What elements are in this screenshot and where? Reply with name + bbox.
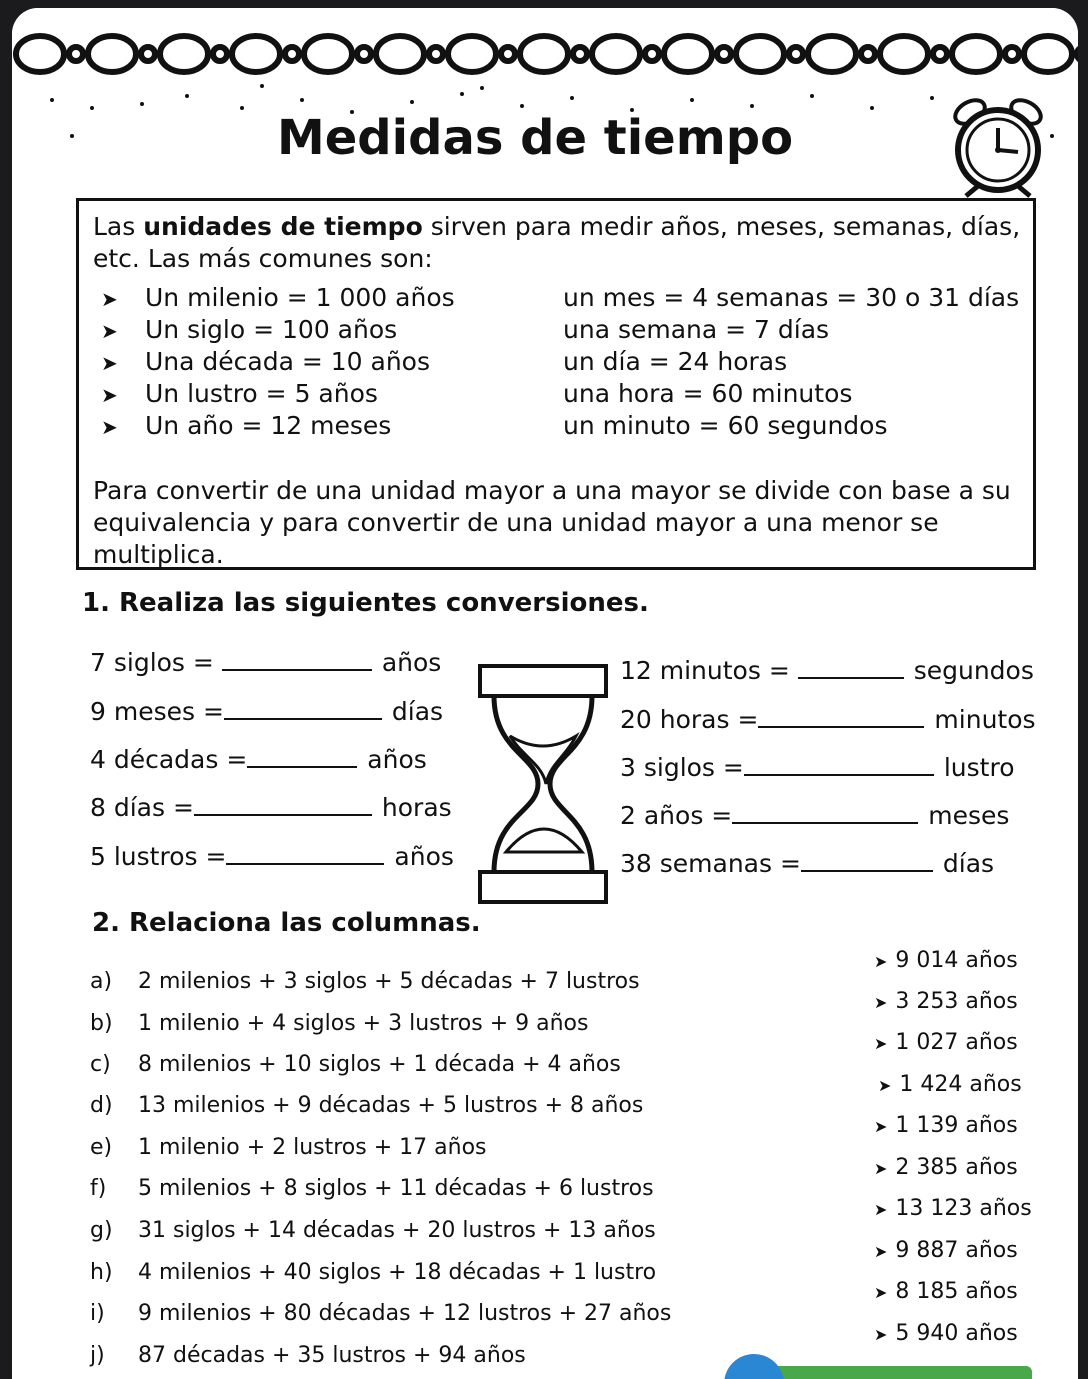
unit-left-4: ➤ Un lustro = 5 años — [101, 379, 378, 408]
chain-connector — [645, 47, 659, 61]
match-item-f: f) 5 milenios + 8 siglos + 11 décadas + 6 lustros — [90, 1176, 654, 1201]
arrow-icon: ➤ — [874, 1034, 888, 1053]
conversion-left-1: 7 siglos = años — [90, 648, 442, 677]
match-item-i: i) 9 milenios + 80 décadas + 12 lustros + 27 años — [90, 1301, 672, 1326]
chain-link — [160, 36, 208, 72]
chain-connector — [1077, 47, 1078, 61]
section2-heading: 2. Relaciona las columnas. — [92, 908, 481, 938]
conversion-right-2: 20 horas = minutos — [620, 705, 1036, 734]
match-answer: ➤ 1 139 años — [874, 1113, 1018, 1138]
arrow-icon: ➤ — [101, 383, 118, 407]
match-item-c: c) 8 milenios + 10 siglos + 1 década + 4 años — [90, 1052, 621, 1077]
match-item-b: b) 1 milenio + 4 siglos + 3 lustros + 9 años — [90, 1011, 589, 1036]
match-item-a: a) 2 milenios + 3 siglos + 5 décadas + 7 lustros — [90, 969, 640, 994]
alarm-clock-icon — [948, 90, 1048, 200]
conversion-left-3: 4 décadas = años — [90, 745, 427, 774]
answer-blank[interactable] — [798, 657, 904, 679]
match-answer: ➤ 13 123 años — [874, 1196, 1032, 1221]
conversion-right-4: 2 años = meses — [620, 801, 1010, 830]
arrow-icon: ➤ — [101, 415, 118, 439]
chain-connector — [573, 47, 587, 61]
footer-bar — [742, 1366, 1032, 1379]
chain-connector — [717, 47, 731, 61]
chain-link — [808, 36, 856, 72]
chain-link — [952, 36, 1000, 72]
arrow-icon: ➤ — [101, 319, 118, 343]
conversion-left-2: 9 meses = días — [90, 697, 444, 726]
match-answer: ➤ 5 940 años — [874, 1321, 1018, 1346]
match-answer: ➤ 9 014 años — [874, 948, 1018, 973]
hourglass-icon — [466, 656, 626, 916]
match-answer: ➤ 9 887 años — [874, 1238, 1018, 1263]
arrow-icon: ➤ — [874, 993, 888, 1012]
answer-blank[interactable] — [758, 706, 924, 728]
worksheet — [12, 8, 1078, 1379]
arrow-icon: ➤ — [874, 1117, 888, 1136]
chain-connector — [789, 47, 803, 61]
chain-connector — [861, 47, 875, 61]
unit-left-2: ➤ Un siglo = 100 años — [101, 315, 398, 344]
chain-link — [736, 36, 784, 72]
match-item-e: e) 1 milenio + 2 lustros + 17 años — [90, 1135, 487, 1160]
match-item-j: j) 87 décadas + 35 lustros + 94 años — [90, 1343, 526, 1368]
chain-link — [520, 36, 568, 72]
unit-right-3: un día = 24 horas — [563, 347, 788, 376]
answer-blank[interactable] — [247, 746, 357, 768]
match-item-h: h) 4 milenios + 40 siglos + 18 décadas + 1 lustro — [90, 1260, 657, 1285]
answer-blank[interactable] — [732, 802, 918, 824]
chain-link — [1024, 36, 1072, 72]
match-answer: ➤ 8 185 años — [874, 1279, 1018, 1304]
chain-connector — [429, 47, 443, 61]
conversion-left-4: 8 días = horas — [90, 793, 452, 822]
unit-left-1: ➤ Un milenio = 1 000 años — [101, 283, 455, 312]
chain-link — [376, 36, 424, 72]
chain-link — [664, 36, 712, 72]
arrow-icon: ➤ — [874, 1283, 888, 1302]
match-answer: ➤ 2 385 años — [874, 1155, 1018, 1180]
match-answer: ➤ 1 424 años — [878, 1072, 1022, 1097]
chain-link — [88, 36, 136, 72]
answer-blank[interactable] — [224, 698, 382, 720]
chain-connector — [501, 47, 515, 61]
unit-left-5: ➤ Un año = 12 meses — [101, 411, 392, 440]
chain-connector — [357, 47, 371, 61]
chain-link — [304, 36, 352, 72]
match-answer: ➤ 1 027 años — [874, 1030, 1018, 1055]
arrow-icon: ➤ — [874, 1325, 888, 1344]
chain-link — [232, 36, 280, 72]
chain-connector — [933, 47, 947, 61]
unit-right-5: un minuto = 60 segundos — [563, 411, 888, 440]
answer-blank[interactable] — [226, 843, 384, 865]
arrow-icon: ➤ — [101, 351, 118, 375]
section1-heading: 1. Realiza las siguientes conversiones. — [82, 588, 649, 618]
match-answer: ➤ 3 253 años — [874, 989, 1018, 1014]
footer-logo-icon — [724, 1354, 784, 1379]
page-title: Medidas de tiempo — [276, 110, 794, 166]
match-item-g: g) 31 siglos + 14 décadas + 20 lustros + 13 años — [90, 1218, 656, 1243]
chain-link — [16, 36, 64, 72]
chain-link — [448, 36, 496, 72]
unit-left-3: ➤ Una década = 10 años — [101, 347, 430, 376]
answer-blank[interactable] — [744, 754, 934, 776]
answer-blank[interactable] — [194, 794, 372, 816]
intro-text: Las unidades de tiempo sirven para medir años, meses, semanas, días, etc. Las más comunes son: — [93, 212, 1021, 273]
chain-connector — [69, 47, 83, 61]
conversion-rule-text: Para convertir de una unidad mayor a una mayor se divide con base a su equivalencia y para convertir de una unidad mayor a una menor se multiplica. — [93, 476, 1011, 569]
chain-connector — [1005, 47, 1019, 61]
chain-connector — [285, 47, 299, 61]
arrow-icon: ➤ — [874, 1159, 888, 1178]
conversion-right-3: 3 siglos = lustro — [620, 753, 1015, 782]
arrow-icon: ➤ — [874, 952, 888, 971]
unit-right-1: un mes = 4 semanas = 30 o 31 días — [563, 283, 1020, 312]
arrow-icon: ➤ — [874, 1242, 888, 1261]
arrow-icon: ➤ — [878, 1076, 892, 1095]
chain-connector — [141, 47, 155, 61]
unit-right-2: una semana = 7 días — [563, 315, 830, 344]
chain-link — [592, 36, 640, 72]
conversion-right-5: 38 semanas = días — [620, 849, 995, 878]
unit-right-4: una hora = 60 minutos — [563, 379, 853, 408]
arrow-icon: ➤ — [874, 1200, 888, 1219]
intro-bold: unidades de tiempo — [143, 212, 423, 241]
chain-connector — [213, 47, 227, 61]
answer-blank[interactable] — [222, 649, 372, 671]
answer-blank[interactable] — [801, 850, 933, 872]
conversion-left-5: 5 lustros = años — [90, 842, 454, 871]
conversion-right-1: 12 minutos = segundos — [620, 656, 1034, 685]
info-box — [76, 198, 1036, 570]
match-item-d: d) 13 milenios + 9 décadas + 5 lustros + 8 años — [90, 1093, 644, 1118]
chain-link — [880, 36, 928, 72]
arrow-icon: ➤ — [101, 287, 118, 311]
